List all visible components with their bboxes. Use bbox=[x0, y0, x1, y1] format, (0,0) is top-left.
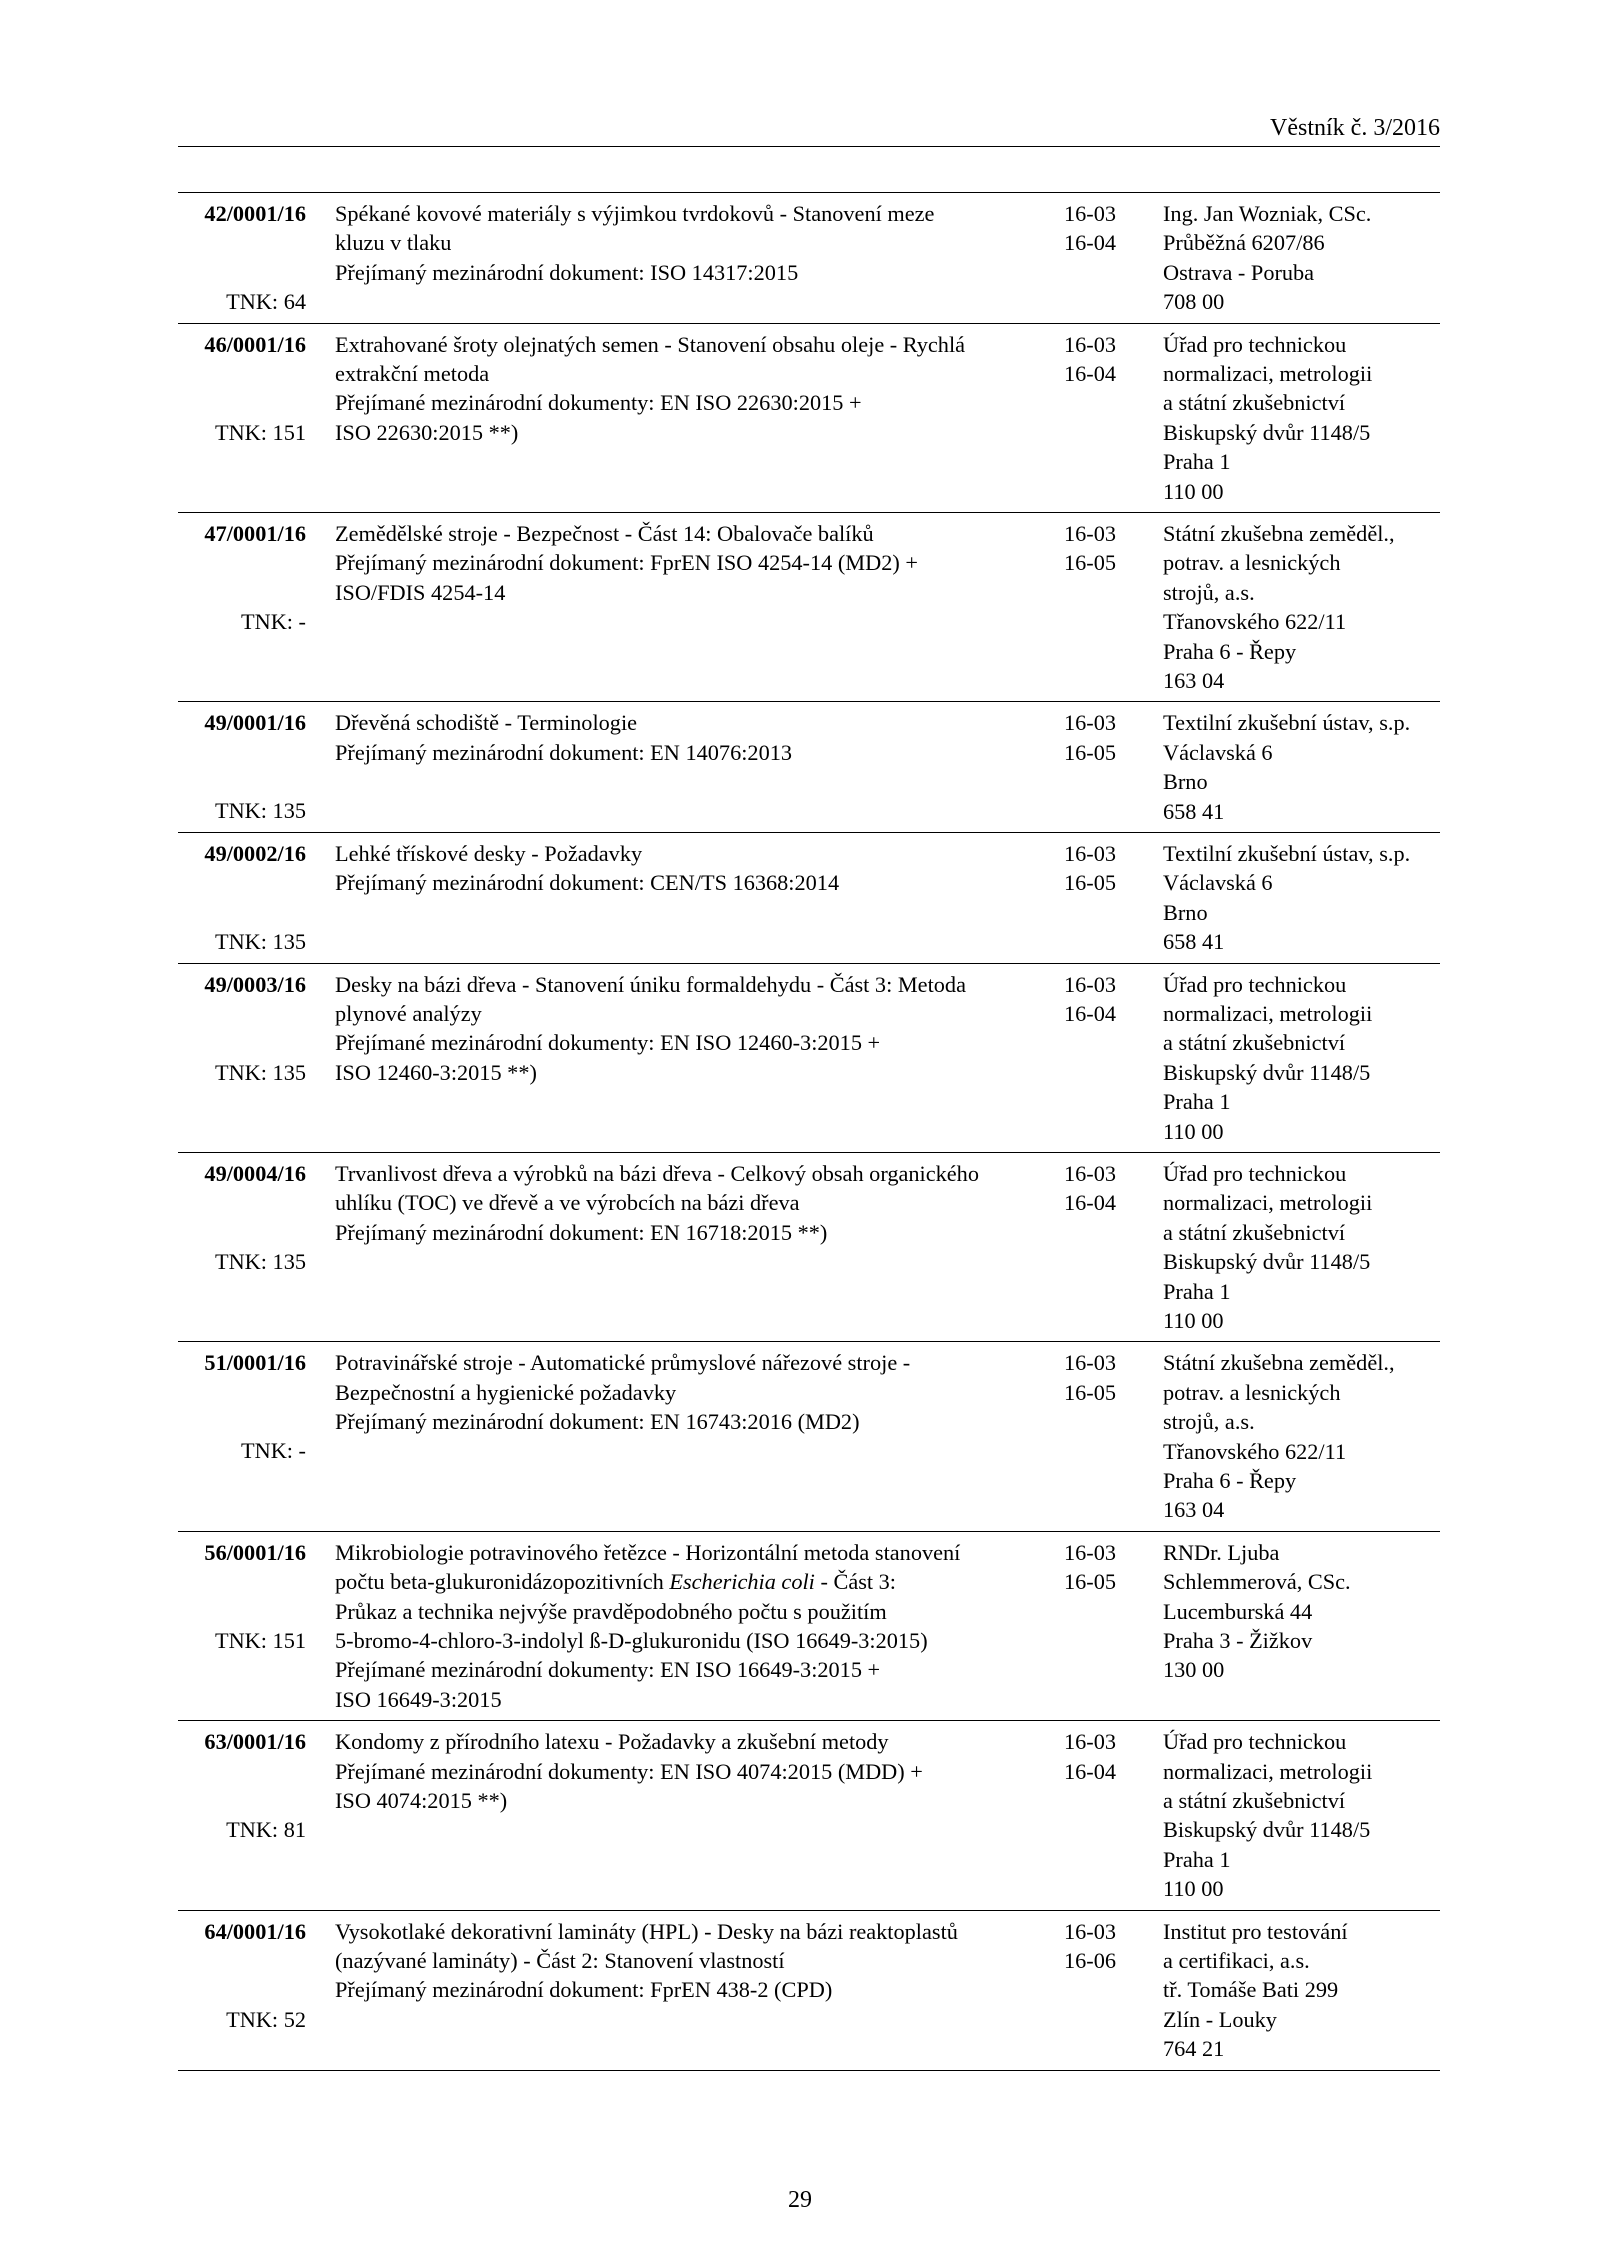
address-line: Praha 1 bbox=[1163, 449, 1231, 475]
description-line bbox=[335, 1407, 1030, 1436]
header-rule bbox=[178, 146, 1440, 147]
date-code: 16-03 bbox=[1064, 520, 1117, 546]
description-line bbox=[335, 1188, 1030, 1217]
entry-dates bbox=[1064, 1727, 1144, 1786]
entry-address bbox=[1163, 1159, 1453, 1335]
description-text: počtu beta-glukuronidázopozitivních bbox=[335, 1569, 670, 1595]
address-line: RNDr. Ljuba bbox=[1163, 1539, 1280, 1565]
entry-id-cell bbox=[178, 839, 306, 957]
description-line bbox=[335, 1917, 1030, 1946]
date-code: 16-03 bbox=[1064, 971, 1117, 997]
address-line: a státní zkušebnictví bbox=[1163, 390, 1346, 416]
entry-address bbox=[1163, 1917, 1453, 2064]
table-row bbox=[178, 964, 1440, 1153]
address-line: potrav. a lesnických bbox=[1163, 1379, 1341, 1405]
description-text: ISO 4074:2015 **) bbox=[335, 1787, 508, 1813]
entry-description bbox=[335, 330, 1030, 448]
address-line: Václavská 6 bbox=[1163, 870, 1273, 896]
address-line: Úřad pro technickou bbox=[1163, 1729, 1347, 1755]
address-line: potrav. a lesnických bbox=[1163, 550, 1341, 576]
description-text: Bezpečnostní a hygienické požadavky bbox=[335, 1379, 677, 1405]
description-line bbox=[335, 839, 1030, 868]
entry-description bbox=[335, 1727, 1030, 1815]
description-text: ISO 12460-3:2015 **) bbox=[335, 1059, 537, 1085]
description-line bbox=[335, 1538, 1030, 1567]
entry-dates bbox=[1064, 199, 1144, 258]
journal-header: Věstník č. 3/2016 bbox=[1270, 115, 1440, 141]
entry-description bbox=[335, 1917, 1030, 2005]
description-line bbox=[335, 1757, 1030, 1786]
entry-dates bbox=[1064, 1348, 1144, 1407]
entry-number: 49/0003/16 bbox=[204, 971, 306, 997]
description-line bbox=[335, 228, 1030, 257]
address-line: Praha 6 - Řepy bbox=[1163, 638, 1297, 664]
description-line bbox=[335, 1975, 1030, 2004]
date-code: 16-05 bbox=[1064, 870, 1117, 896]
entry-dates bbox=[1064, 839, 1144, 898]
address-line: Biskupský dvůr 1148/5 bbox=[1163, 419, 1371, 445]
address-line: normalizaci, metrologii bbox=[1163, 1758, 1373, 1784]
address-line: Třanovského 622/11 bbox=[1163, 609, 1347, 635]
entry-address bbox=[1163, 1348, 1453, 1524]
address-line: Brno bbox=[1163, 899, 1208, 925]
address-line: Státní zkušebna zeměděl., bbox=[1163, 520, 1395, 546]
description-text: Přejímaný mezinárodní dokument: EN 16718:2015 **) bbox=[335, 1219, 828, 1245]
address-line: Institut pro testování bbox=[1163, 1918, 1348, 1944]
date-code: 16-03 bbox=[1064, 201, 1117, 226]
date-code: 16-05 bbox=[1064, 550, 1117, 576]
entry-id-cell bbox=[178, 1348, 306, 1524]
table-row bbox=[178, 193, 1440, 324]
address-line: Brno bbox=[1163, 769, 1208, 795]
description-text: Kondomy z přírodního latexu - Požadavky a zkušební metody bbox=[335, 1729, 889, 1755]
address-line: 110 00 bbox=[1163, 1307, 1224, 1333]
entry-dates bbox=[1064, 519, 1144, 578]
entry-tnk: TNK: - bbox=[240, 1438, 306, 1464]
description-line bbox=[335, 1378, 1030, 1407]
entry-tnk: TNK: 135 bbox=[214, 1248, 306, 1274]
description-line bbox=[335, 1159, 1030, 1188]
entry-number: 64/0001/16 bbox=[204, 1918, 306, 1944]
description-line bbox=[335, 199, 1030, 228]
address-line: Ing. Jan Wozniak, CSc. bbox=[1163, 201, 1372, 226]
description-text: Průkaz a technika nejvýše pravděpodobného počtu s použitím bbox=[335, 1598, 887, 1624]
address-line: Biskupský dvůr 1148/5 bbox=[1163, 1249, 1371, 1275]
address-line: 110 00 bbox=[1163, 1118, 1224, 1144]
description-line bbox=[335, 738, 1030, 767]
entry-tnk: TNK: - bbox=[240, 608, 306, 634]
description-text: Přejímané mezinárodní dokumenty: EN ISO 4074:2015 (MDD) + bbox=[335, 1758, 923, 1784]
entry-number: 42/0001/16 bbox=[204, 201, 306, 226]
address-line: 658 41 bbox=[1163, 798, 1225, 824]
description-text: Mikrobiologie potravinového řetězce - Horizontální metoda stanovení bbox=[335, 1539, 961, 1565]
entry-dates bbox=[1064, 1538, 1144, 1597]
date-code: 16-06 bbox=[1064, 1947, 1117, 1973]
description-text: Přejímaný mezinárodní dokument: EN 14076:2013 bbox=[335, 739, 793, 765]
description-text: Dřevěná schodiště - Terminologie bbox=[335, 710, 638, 736]
address-line: Praha 1 bbox=[1163, 1278, 1231, 1304]
address-line: Průběžná 6207/86 bbox=[1163, 230, 1325, 256]
description-line bbox=[335, 708, 1030, 737]
address-line: Třanovského 622/11 bbox=[1163, 1438, 1347, 1464]
date-code: 16-03 bbox=[1064, 1350, 1117, 1376]
description-line bbox=[335, 1567, 1030, 1596]
description-text: Přejímaný mezinárodní dokument: CEN/TS 16368:2014 bbox=[335, 870, 840, 896]
description-text: Lehké třískové desky - Požadavky bbox=[335, 840, 643, 866]
description-text: Vysokotlaké dekorativní lamináty (HPL) - Desky na bázi reaktoplastů bbox=[335, 1918, 958, 1944]
description-text: Přejímaný mezinárodní dokument: ISO 14317:2015 bbox=[335, 259, 799, 285]
description-line bbox=[335, 1028, 1030, 1057]
address-line: strojů, a.s. bbox=[1163, 1409, 1255, 1435]
address-line: Textilní zkušební ústav, s.p. bbox=[1163, 710, 1411, 736]
entry-id-cell bbox=[178, 1159, 306, 1335]
entry-description bbox=[335, 519, 1030, 607]
date-code: 16-04 bbox=[1064, 1190, 1117, 1216]
address-line: Lucemburská 44 bbox=[1163, 1598, 1313, 1624]
entry-id-cell bbox=[178, 199, 306, 317]
date-code: 16-05 bbox=[1064, 1569, 1117, 1595]
entry-address bbox=[1163, 1538, 1453, 1685]
entry-tnk: TNK: 135 bbox=[214, 1059, 306, 1085]
description-text: Přejímaný mezinárodní dokument: FprEN 438-2 (CPD) bbox=[335, 1977, 833, 2003]
address-line: Praha 3 - Žižkov bbox=[1163, 1627, 1313, 1653]
entry-number: 63/0001/16 bbox=[204, 1729, 306, 1755]
description-text: Přejímaný mezinárodní dokument: FprEN ISO 4254-14 (MD2) + bbox=[335, 550, 918, 576]
address-line: Textilní zkušební ústav, s.p. bbox=[1163, 840, 1411, 866]
entries-table bbox=[178, 192, 1440, 2071]
description-text: Spékané kovové materiály s výjimkou tvrdokovů - Stanovení meze bbox=[335, 201, 935, 226]
entry-tnk: TNK: 81 bbox=[226, 1817, 306, 1843]
description-text: Přejímaný mezinárodní dokument: EN 16743:2016 (MD2) bbox=[335, 1409, 860, 1435]
description-line bbox=[335, 1727, 1030, 1756]
address-line: normalizaci, metrologii bbox=[1163, 1190, 1373, 1216]
entry-description bbox=[335, 970, 1030, 1088]
entry-id-cell bbox=[178, 1917, 306, 2064]
address-line: Zlín - Louky bbox=[1163, 2006, 1277, 2032]
description-text: ISO/FDIS 4254-14 bbox=[335, 579, 506, 605]
address-line: a státní zkušebnictví bbox=[1163, 1219, 1346, 1245]
date-code: 16-03 bbox=[1064, 331, 1117, 357]
description-text: ISO 22630:2015 **) bbox=[335, 419, 519, 445]
description-line bbox=[335, 359, 1030, 388]
entry-id-cell bbox=[178, 330, 306, 506]
description-text: Zemědělské stroje - Bezpečnost - Část 14: Obalovače balíků bbox=[335, 520, 874, 546]
description-text: - Část 3: bbox=[814, 1569, 897, 1595]
entry-address bbox=[1163, 839, 1453, 957]
address-line: a certifikaci, a.s. bbox=[1163, 1947, 1310, 1973]
address-line: a státní zkušebnictví bbox=[1163, 1030, 1346, 1056]
description-line bbox=[335, 1626, 1030, 1655]
entry-number: 49/0001/16 bbox=[204, 710, 306, 736]
address-line: Ostrava - Poruba bbox=[1163, 259, 1315, 285]
entry-number: 49/0002/16 bbox=[204, 840, 306, 866]
entry-address bbox=[1163, 199, 1453, 317]
table-row bbox=[178, 324, 1440, 513]
description-text: 5-bromo-4-chloro-3-indolyl ß-D-glukuronidu (ISO 16649-3:2015) bbox=[335, 1627, 928, 1653]
entry-address bbox=[1163, 330, 1453, 506]
table-row bbox=[178, 513, 1440, 702]
description-text: extrakční metoda bbox=[335, 361, 490, 386]
entry-id-cell bbox=[178, 519, 306, 695]
entry-description bbox=[335, 839, 1030, 898]
description-line bbox=[335, 1218, 1030, 1247]
address-line: normalizaci, metrologii bbox=[1163, 361, 1373, 386]
address-line: 658 41 bbox=[1163, 929, 1225, 955]
description-line bbox=[335, 970, 1030, 999]
date-code: 16-03 bbox=[1064, 1160, 1117, 1186]
description-text: Potravinářské stroje - Automatické průmyslové nářezové stroje - bbox=[335, 1350, 911, 1376]
entry-dates bbox=[1064, 330, 1144, 389]
description-line bbox=[335, 578, 1030, 607]
address-line: 764 21 bbox=[1163, 2036, 1225, 2062]
entry-id-cell bbox=[178, 1727, 306, 1903]
description-line bbox=[335, 1348, 1030, 1377]
entry-dates bbox=[1064, 1159, 1144, 1218]
description-text: Extrahované šroty olejnatých semen - Stanovení obsahu oleje - Rychlá bbox=[335, 331, 966, 357]
description-line bbox=[335, 1685, 1030, 1714]
description-line bbox=[335, 1786, 1030, 1815]
address-line: a státní zkušebnictví bbox=[1163, 1787, 1346, 1813]
description-text: Desky na bázi dřeva - Stanovení úniku formaldehydu - Část 3: Metoda bbox=[335, 971, 966, 997]
address-line: normalizaci, metrologii bbox=[1163, 1000, 1373, 1026]
address-line: strojů, a.s. bbox=[1163, 579, 1255, 605]
entry-number: 47/0001/16 bbox=[204, 520, 306, 546]
entry-dates bbox=[1064, 970, 1144, 1029]
description-line bbox=[335, 388, 1030, 417]
date-code: 16-03 bbox=[1064, 840, 1117, 866]
entry-address bbox=[1163, 708, 1453, 826]
entry-id-cell bbox=[178, 708, 306, 826]
entry-description bbox=[335, 1538, 1030, 1714]
address-line: 110 00 bbox=[1163, 1876, 1224, 1902]
address-line: 163 04 bbox=[1163, 668, 1225, 694]
entry-id-cell bbox=[178, 1538, 306, 1714]
description-line bbox=[335, 1058, 1030, 1087]
address-line: Schlemmerová, CSc. bbox=[1163, 1569, 1351, 1595]
date-code: 16-03 bbox=[1064, 710, 1117, 736]
entry-tnk: TNK: 151 bbox=[214, 1627, 306, 1653]
description-line bbox=[335, 1597, 1030, 1626]
entry-dates bbox=[1064, 1917, 1144, 1976]
description-text: kluzu v tlaku bbox=[335, 230, 452, 256]
description-text: uhlíku (TOC) ve dřevě a ve výrobcích na bázi dřeva bbox=[335, 1190, 800, 1216]
date-code: 16-04 bbox=[1064, 361, 1117, 386]
address-line: Václavská 6 bbox=[1163, 739, 1273, 765]
date-code: 16-03 bbox=[1064, 1539, 1117, 1565]
date-code: 16-04 bbox=[1064, 1758, 1117, 1784]
table-row bbox=[178, 1342, 1440, 1531]
entry-tnk: TNK: 135 bbox=[214, 928, 306, 954]
entry-description bbox=[335, 199, 1030, 287]
description-line bbox=[335, 418, 1030, 447]
date-code: 16-04 bbox=[1064, 1000, 1117, 1026]
date-code: 16-05 bbox=[1064, 739, 1117, 765]
entry-description bbox=[335, 1348, 1030, 1436]
date-code: 16-05 bbox=[1064, 1379, 1117, 1405]
entry-address bbox=[1163, 1727, 1453, 1903]
entry-number: 49/0004/16 bbox=[204, 1160, 306, 1186]
description-text: Přejímané mezinárodní dokumenty: EN ISO 16649-3:2015 + bbox=[335, 1657, 881, 1683]
table-row bbox=[178, 702, 1440, 833]
description-line bbox=[335, 868, 1030, 897]
address-line: Úřad pro technickou bbox=[1163, 331, 1347, 357]
description-text: (nazývané lamináty) - Část 2: Stanovení vlastností bbox=[335, 1947, 785, 1973]
entry-dates bbox=[1064, 708, 1144, 767]
entry-tnk: TNK: 151 bbox=[214, 419, 306, 445]
entry-address bbox=[1163, 519, 1453, 695]
description-line bbox=[335, 1655, 1030, 1684]
description-italic: Escherichia coli bbox=[669, 1569, 815, 1595]
description-line bbox=[335, 999, 1030, 1028]
address-line: 163 04 bbox=[1163, 1497, 1225, 1523]
table-row bbox=[178, 1911, 1440, 2071]
address-line: Státní zkušebna zeměděl., bbox=[1163, 1350, 1395, 1376]
description-text: Trvanlivost dřeva a výrobků na bázi dřeva - Celkový obsah organického bbox=[335, 1160, 979, 1186]
table-row bbox=[178, 1153, 1440, 1342]
entry-tnk: TNK: 52 bbox=[226, 2006, 306, 2032]
table-row bbox=[178, 833, 1440, 964]
entry-id-cell bbox=[178, 970, 306, 1146]
entry-number: 46/0001/16 bbox=[204, 331, 306, 357]
description-text: Přejímané mezinárodní dokumenty: EN ISO 22630:2015 + bbox=[335, 390, 862, 416]
address-line: Praha 1 bbox=[1163, 1089, 1231, 1115]
address-line: Biskupský dvůr 1148/5 bbox=[1163, 1817, 1371, 1843]
address-line: tř. Tomáše Bati 299 bbox=[1163, 1977, 1339, 2003]
description-line bbox=[335, 519, 1030, 548]
table-row bbox=[178, 1532, 1440, 1721]
entry-tnk: TNK: 135 bbox=[214, 798, 306, 824]
entry-address bbox=[1163, 970, 1453, 1146]
entry-number: 51/0001/16 bbox=[204, 1350, 306, 1376]
entry-description bbox=[335, 708, 1030, 767]
address-line: Úřad pro technickou bbox=[1163, 971, 1347, 997]
address-line: 708 00 bbox=[1163, 289, 1225, 315]
description-line bbox=[335, 548, 1030, 577]
page-number: 29 bbox=[788, 2187, 812, 2213]
table-row bbox=[178, 1721, 1440, 1910]
description-text: plynové analýzy bbox=[335, 1000, 482, 1026]
address-line: Praha 6 - Řepy bbox=[1163, 1467, 1297, 1493]
description-line bbox=[335, 1946, 1030, 1975]
address-line: Praha 1 bbox=[1163, 1846, 1231, 1872]
description-line bbox=[335, 330, 1030, 359]
description-line bbox=[335, 258, 1030, 287]
address-line: 110 00 bbox=[1163, 478, 1224, 504]
address-line: Biskupský dvůr 1148/5 bbox=[1163, 1059, 1371, 1085]
address-line: 130 00 bbox=[1163, 1657, 1225, 1683]
entry-number: 56/0001/16 bbox=[204, 1539, 306, 1565]
address-line: Úřad pro technickou bbox=[1163, 1160, 1347, 1186]
date-code: 16-04 bbox=[1064, 230, 1117, 256]
entry-tnk: TNK: 64 bbox=[226, 289, 306, 314]
description-text: ISO 16649-3:2015 bbox=[335, 1686, 502, 1712]
description-text: Přejímané mezinárodní dokumenty: EN ISO 12460-3:2015 + bbox=[335, 1030, 881, 1056]
date-code: 16-03 bbox=[1064, 1918, 1117, 1944]
entry-description bbox=[335, 1159, 1030, 1247]
date-code: 16-03 bbox=[1064, 1729, 1117, 1755]
